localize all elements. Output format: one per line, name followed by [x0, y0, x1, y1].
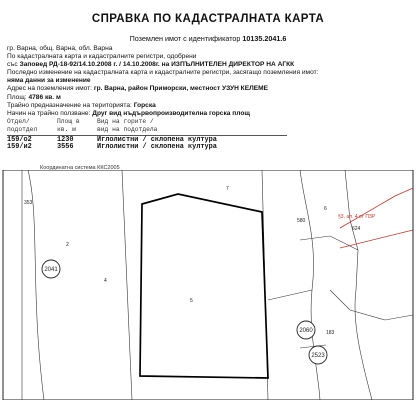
order-prefix: със — [7, 61, 18, 69]
table-header-cell: подотдел — [7, 125, 38, 133]
table-cell: 159/о2 — [7, 135, 32, 144]
purpose-label: Трайно предназначение на територията: — [7, 101, 132, 109]
red-note-label: §3, ал. 4 от ПЗР — [338, 214, 376, 220]
table-header-cell: кв. м — [57, 125, 76, 133]
document-title: СПРАВКА ПО КАДАСТРАЛНАТА КАРТА — [91, 13, 325, 25]
last-change-label: Последно изменение на кадастралната карта и кадастралните регистри, засягащо поземления имот: — [7, 69, 319, 77]
use-line — [7, 110, 412, 118]
order-value: Заповед РД-18-92/14.10.2008 г. / 14.10.2008г. на ИЗПЪЛНИТЕЛЕН ДИРЕКТОР НА АГКК — [19, 61, 295, 69]
address-line — [7, 85, 412, 93]
table-cell: 3556 — [57, 143, 74, 152]
badge-2041 — [42, 260, 60, 278]
parcel-label: 6 — [324, 206, 327, 212]
last-change-value: няма данни за изменение — [7, 77, 91, 85]
parcel-label: 5 — [190, 298, 193, 304]
area-value: 4786 кв. м — [28, 93, 61, 101]
badge-2523 — [309, 346, 327, 364]
subtitle-prefix: Поземлен имот с идентификатор — [129, 34, 241, 43]
purpose-line — [7, 102, 412, 110]
property-identifier: 10135.2041.6 — [242, 34, 287, 43]
location-line: гр. Варна, общ. Варна, обл. Варна — [7, 45, 113, 52]
table-cell: 1230 — [57, 135, 74, 144]
table-header-cell: Отдел/ — [7, 118, 30, 125]
parcel-label: 4 — [104, 278, 107, 284]
parcel-label: 7 — [226, 186, 229, 192]
table-row — [7, 144, 337, 152]
table-cell: Иглолистни / склопена култура — [97, 143, 217, 152]
parcel-label: 624 — [352, 226, 361, 232]
table-cell: Иглолистни / склопена култура — [97, 135, 217, 144]
use-label: Начин на трайно ползване: — [7, 109, 91, 117]
map-basis-line: По кадастралната карта и кадастралните регистри, одобрени — [7, 53, 197, 61]
property-details — [7, 45, 412, 118]
subject-parcel-outline — [140, 194, 268, 378]
table-header-row — [7, 118, 337, 126]
address-label: Адрес на поземления имот: — [7, 85, 92, 93]
address-value: гр. Варна, район Приморски, местност УЗУН КЕЛЕМЕ — [93, 85, 269, 93]
area-label: Площ: — [7, 93, 27, 101]
badge-label: 2523 — [311, 353, 325, 359]
table-header-cell: Площ в — [57, 118, 80, 125]
table-cell: 159/и2 — [7, 143, 32, 152]
coordinate-system-label: Координатна система ККС2005 — [40, 165, 120, 171]
order-line — [7, 61, 412, 69]
map-frame — [3, 170, 413, 400]
table-header-cell: вид на подотдела — [97, 125, 158, 133]
use-value: Друг вид нъдървопроизводителна горска площ — [92, 109, 250, 117]
parcel-label: 183 — [326, 330, 335, 336]
purpose-value: Горска — [133, 101, 156, 109]
table-header-row — [7, 126, 337, 134]
parcel-label: 580 — [297, 218, 306, 224]
badge-2060 — [297, 321, 315, 339]
cadastral-map — [0, 170, 416, 400]
forest-table — [7, 118, 337, 152]
table-header-cell: Вид на горите / — [97, 118, 154, 125]
parcel-boundaries — [22, 170, 413, 400]
badge-label: 2060 — [299, 328, 313, 334]
area-line — [7, 94, 412, 102]
parcel-label: 2 — [66, 242, 69, 248]
badge-label: 2041 — [44, 267, 58, 273]
document-subtitle — [0, 34, 416, 43]
parcel-label: 353 — [24, 200, 33, 206]
